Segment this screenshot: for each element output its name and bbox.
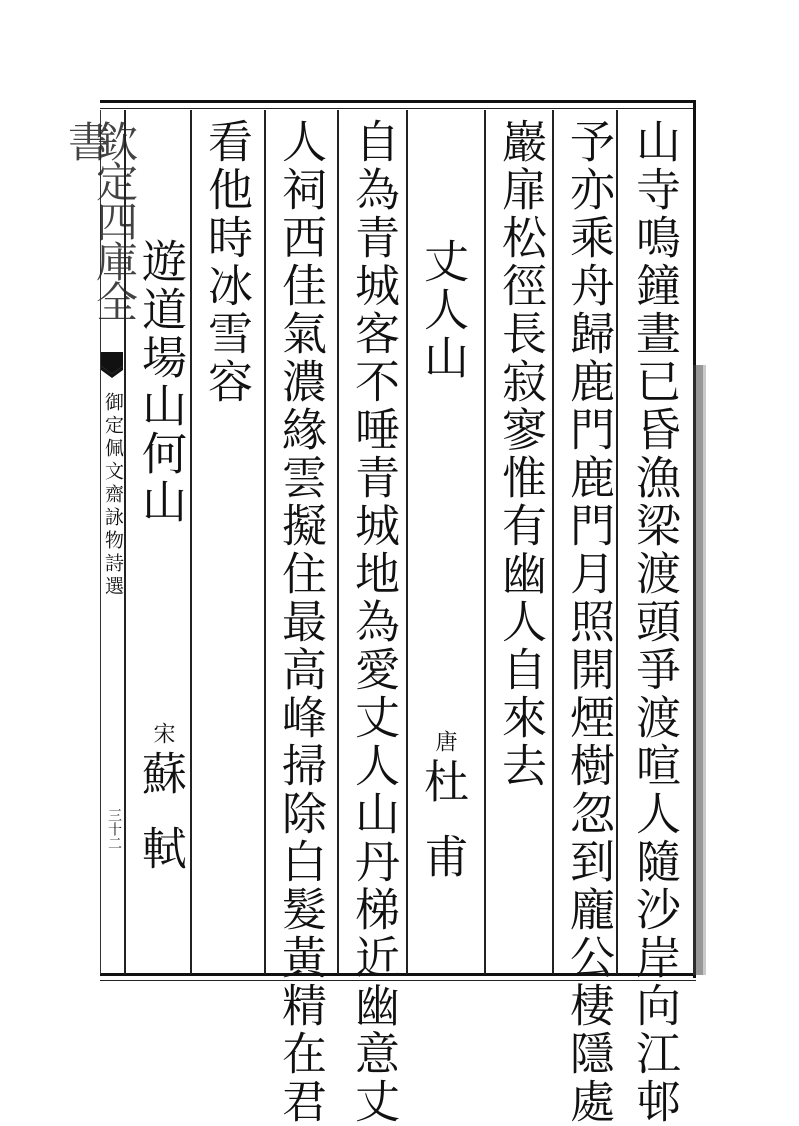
column-divider bbox=[552, 110, 554, 974]
page-edge-shadow-thin bbox=[703, 365, 706, 975]
column-divider bbox=[264, 110, 266, 974]
text-column-1: 山寺鳴鐘晝已昏漁梁渡頭爭渡喧人隨沙岸向江邨 bbox=[628, 118, 681, 1126]
book-subtitle: 御定佩文齋詠物詩選 bbox=[102, 392, 124, 599]
dynasty-label: 唐 bbox=[432, 730, 457, 752]
column-divider bbox=[484, 110, 486, 974]
author-name: 蘇軾 bbox=[134, 750, 187, 900]
frame-top-border bbox=[100, 100, 696, 103]
text-column-2: 予亦乘舟歸鹿門鹿門月照開煙樹忽到龐公棲隱處 bbox=[562, 118, 615, 1126]
poem-title: 丈人山 bbox=[416, 238, 469, 382]
text-column-3: 巖扉松徑長寂寥惟有幽人自來去 bbox=[494, 118, 547, 790]
poem-title: 遊道場山何山 bbox=[134, 238, 187, 526]
dynasty-label: 宋 bbox=[150, 722, 175, 744]
author-name: 杜甫 bbox=[416, 758, 469, 908]
column-divider bbox=[190, 110, 192, 974]
text-column-5: 人祠西佳氣濃緣雲擬住最高峰掃除白髮黃精在君 bbox=[274, 118, 327, 1126]
column-divider bbox=[337, 110, 339, 974]
page-edge-shadow bbox=[693, 365, 703, 975]
text-column-4: 自為青城客不唾青城地為愛丈人山丹梯近幽意丈 bbox=[347, 118, 400, 1126]
page-number: 三十二 bbox=[106, 808, 122, 850]
frame-top-inner-border bbox=[100, 108, 696, 109]
text-column-6: 看他時冰雪容 bbox=[200, 118, 253, 406]
book-title: 欽定四庫全書 bbox=[62, 120, 139, 320]
column-divider bbox=[406, 110, 408, 974]
fish-tail-mark-icon bbox=[101, 352, 123, 382]
